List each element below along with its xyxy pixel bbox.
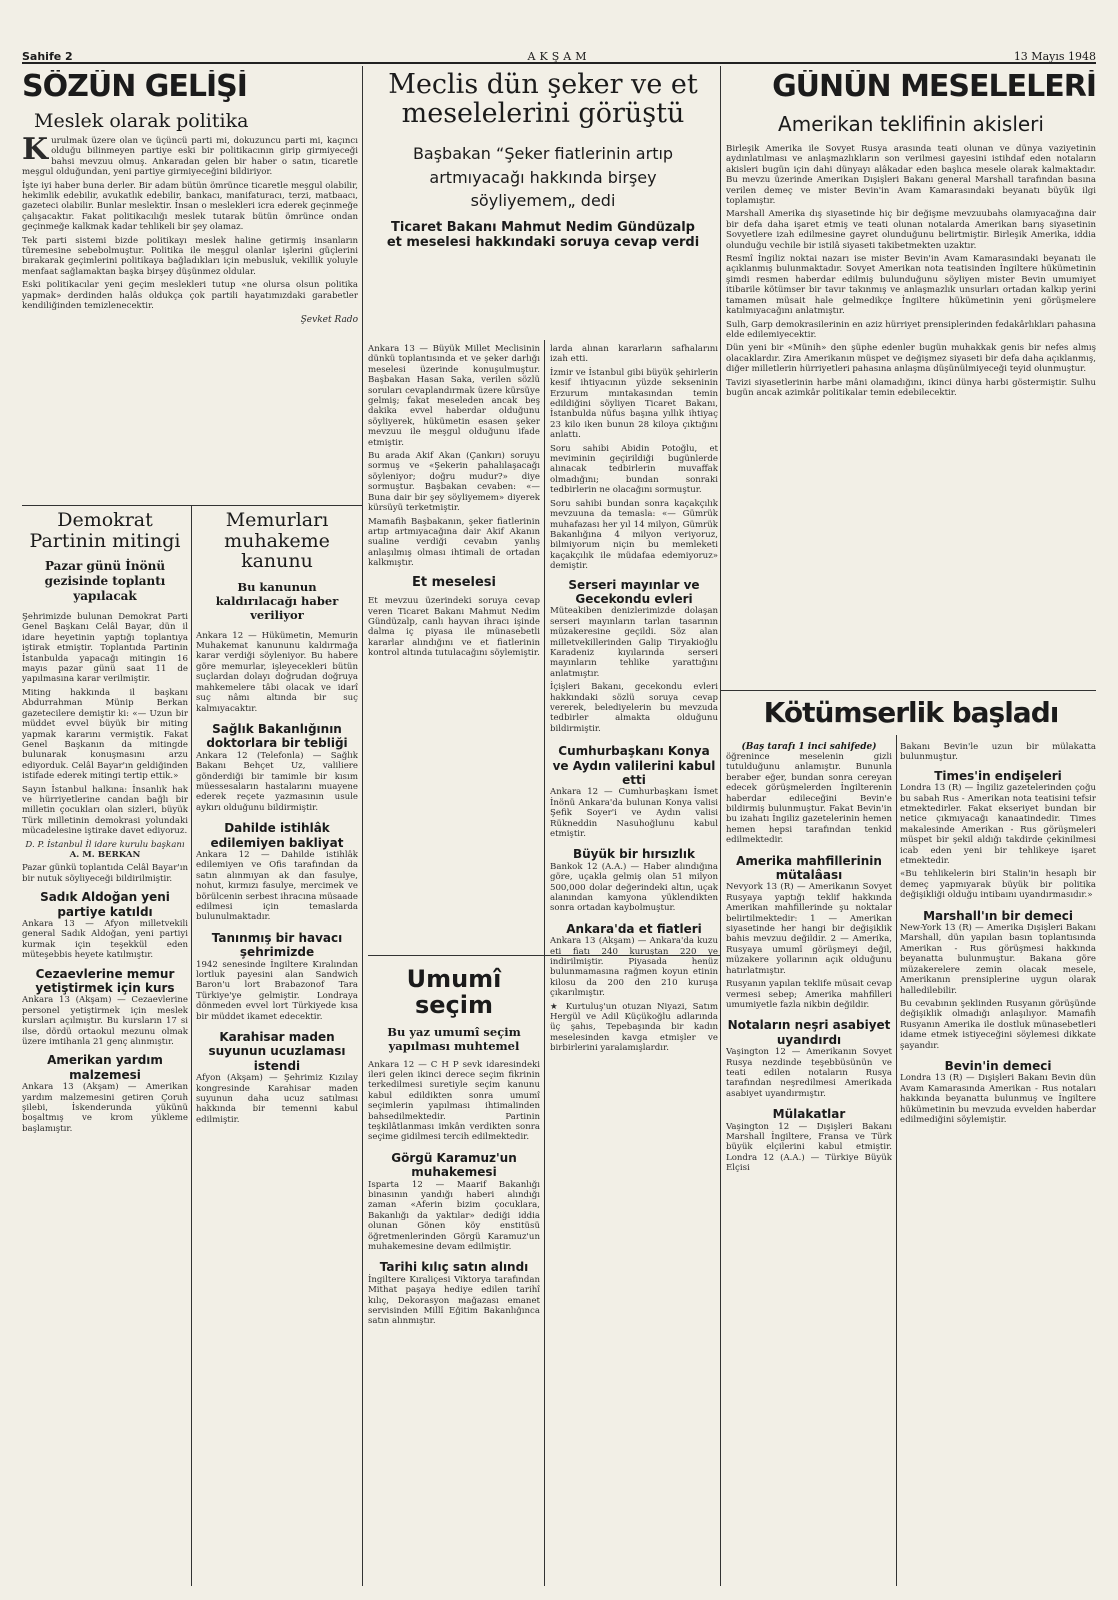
article-subtitle: Bu kanunun kaldırılacağı haber veriliyor <box>215 579 339 623</box>
headline-sub2: Ticaret Bakanı Mahmut Nedim Gündüzalp et meselesi hakkındaki soruya cevap verdi <box>386 219 700 251</box>
article-title: Marshall'ın bir demeci <box>923 908 1073 923</box>
article-title: Görgü Karamuz'un muhakemesi <box>391 1150 517 1180</box>
column-rule <box>896 735 897 1586</box>
article-title: Amerika mahfillerinin mütalâası <box>736 853 882 883</box>
continuation-note: (Baş tarafı 1 inci sahifede) <box>741 742 877 752</box>
section-rule <box>720 690 1096 691</box>
column-rule <box>720 66 721 1586</box>
article-title: Tarihi kılıç satın alındı <box>379 1260 529 1275</box>
article-title: Sağlık Bakanlığının doktorlara bir tebliği <box>206 721 348 751</box>
drop-cap: K <box>22 132 49 167</box>
meclis-headline-block <box>368 70 718 340</box>
column-meclis-cont: larda alınan kararların safhalarını izah etti. İzmir ve İstanbul gibi büyük şehirlerin kesif ihtiyacının yüzde sekseninin Erzurum mıntakasından temin edildiğini söyliyen Ticaret Bakanı, İstanbulda nüfus başına yıllık ihtiyaç 23 kilo iken bunun 28 kiloya çıktığını anlattı. Soru sahibi Abidin Potoğlu, et meviminin geçirildiği bugünlerde alınacak tedbirlerin muvaffak olmadığını; bundan sonraki tedbirlerin ne olacağını sormuştur. Soru sahibi bundan sonra kaçakçılık mevzuuna da temasla: «— Gümrük muhafazası her yıl 14 milyon, Gümrük Bakanlığına 4 milyon veriyoruz, bilmiyorum niçin bu memleketi kaçakçılık ile müdafaa edemiyoruz» demiştir. Serseri mayınlar ve Gecekondu evleri Müteakiben denizlerimizde dolaşan serseri mayınların tarlan tasarının müzakeresine geçildi. Söz alan milletvekillerinden Galip Tiryakioğlu Karadeniz kıyılarında serseri mayınların tehlike yarattığını anlatmıştır. İçişleri Bakanı, gecekondu evleri hakkındaki sözlü soruya cevap vererek, belediyelerin bu mevzuda tedbirler almakta olduğunu bildirmiştir. Cumhurbaşkanı Konya ve Aydın valilerini kabul etti Ankara 12 — Cumhurbaşkanı İsmet İnönü Ankara'da bulunan Konya valisi Şefik Soyer'i ve Aydın valisi Rükneddin Nasuhoğlunu kabul etmiştir. Büyük bir hırsızlık Bankok 12 (A.A.) — Haber alındığına göre, uçakla gelmiş olan 51 milyon 500,000 dolar değerindeki altın, uçak alanından kamyona yüklendikten sonra ortadan kaybolmuştur. Ankara'da et fiatleri Ankara 13 (Akşam) — Ankara'da kuzu eti fiatı 240 kuruştan 220 ye indirilmiştir. Piyasada henüz bulunmamasına rağmen koyun etinin kilosu da 200 den 210 kuruşa çıkarılmıştır. ★ Kurtuluş'un otuzan Niyazi, Satım Hergül ve Adil Küçükoğlu adlarında üç şahıs, Tepebaşında bir kadın meselesinden kavga etmişler ve birbirlerini yaralamışlardır. <box>550 344 718 1054</box>
article-title: Umumî seçim <box>406 965 502 1020</box>
column-memurlar: Memurları muhakeme kanunu Bu kanunun kaldırılacağı haber veriliyor Ankara 12 — Hükümetin, Memurin Muhakemat kanununu kaldırmağa karar verdiği söyleniyor. Bu habere göre memurlar, işleyecekleri bütün suçlardan dolayı doğrudan doğruya mahkemelere tâbi olacak ve idarî suç nâmı altında bir suç kalmıyacaktır. Sağlık Bakanlığının doktorlara bir tebliği Ankara 12 (Telefonla) — Sağlık Bakanı Behçet Uz, valiliere gönderdiği bir tamimle bir kısım müessesaların hastalarını muayene ederek reçete yazmasının usule aykırı olduğunu bildirmiştir. Dahilde istihlâk edilemiyen bakliyat Ankara 12 — Dahilde istihlâk edilemiyen ve Ofis tarafından da satın alınmıyan ak dan fasulye, nohut, kırmızı fasulye, mercimek ve börülcenin serbest ihracına müsaade edilmesi için temaslarda bulunulmaktadır. Tanınmış bir havacı şehrimizde 1942 senesinde İngiltere Kıralından lortluk payesini alan Sandwich Baron'u lort Brabazonof Tara Türkiye'ye gelmiştir. Londraya dönmeden evvel lort Türkiyede kısa bir müddet ikamet edecektir. Karahisar maden suyunun ucuzlaması istendi Afyon (Akşam) — Şehrimiz Kızılay kongresinde Karahisar maden suyunun daha ucuz satılması hakkında bir temenni kabul edilmiştir. <box>196 510 358 1125</box>
column-meclis: Ankara 13 — Büyük Millet Meclisinin dünkü toplantısında et ve şeker darlığı meselesi üzerinde konuşulmuştur. Başbakan Hasan Saka, verilen sözlü soruları cevaplandırmak üzere kürsüye gelmiş; fakat meseleden ancak beş dakika evvel haberdar olduğunu söyliyerek, hükümetin esasen şeker mevzuu ile meşgul olduğunu ifade etmiştir. Bu arada Akif Akan (Çankırı) soruyu sormuş ve «Şekerin pahalılaşacağı söyleniyor; doğru mudur?» diye sormuştur. Başbakan cevaben: «— Buna dair bir şey söyliyemem» diyerek kürsüyü terketmiştir. Mamafih Başbakanın, şeker fiatlerinin artıp artmıyacağına dair Akif Akanın sualine verdiği cevabın yanlış anlaşılmış olması ihtimali de ortadan kalkmıştır. Et meselesi Et mevzuu üzerindeki soruya cevap veren Ticaret Bakanı Mahmut Nedim Gündüzalp, canlı hayvan ihracı işinde dalma iç piyasa ile münasebetli kararlar alındığını ve et fiatlerinin kontrol altında tutulacağını söylemiştir. <box>368 344 540 659</box>
column-gunun-meseleleri: GÜNÜN MESELELERİ Amerikan teklifinin akisleri Birleşik Amerika ile Sovyet Rusya arasında teati olunan ve dünya vaziyetinin aydınlatılması ve anlaşmazlıkların son verilmesi gayesini istihdaf eden notaların akisleri bugün için dahi dünyayı alâkadar eden başlıca mesele olarak kalmaktadır. Bu mevzu üzerinde Amerikan Dışişleri Bakanı general Marshall tarafından basına verilen demeç ve mister Bevin'in Avam Kamarasındaki beyanatı büyük ilgi toplamıştır. Marshall Amerika dış siyasetinde hiç bir değişme mevzuubahs olamıyacağına dair bir defa daha işaret etmiş ve teati olunan notalarda Amerikan barış siyasetinin Sovyetlere izah edilmesine gayret olunduğunu belirtmiştir. Birleşik Amerika, iddia olunduğu vechile bir istilâ siyaseti takibetmekten uzaktır. Resmî İngiliz noktai nazarı ise mister Bevin'in Avam Kamarasındaki beyanatı ile açıklanmış bulunmaktadır. Sovyet Amerikan nota teatisinden İngiltere hükümetinin şimdi resmen haberdar edilmiş bulunduğunu söyliyen mister Bevin umumiyet itibarile kötümser bir tavır takınmış ve anlaşmazlık unsurları ortadan kalkıp yerini tamamen müsait hale gelmedikçe İngiltere hükümetinin yeni görüşmelere katılmıyacağını anlatmıştır. Sulh, Garp demokrasilerinin en aziz hürriyet prensiplerinden fedakârlıkları pahasına elde edilemiyecektir. Dün yeni bir «Münih» den şüphe edenler bugün muhakkak genis bir nefes almış olacaklardır. Zira Amerikanın müspet ve değişmez siyaseti bir defa daha açıklanmış, diğer milletlerin hürriyetleri pahasına anlaşma düşünülmiyeceği teyid olunmuştur. Tavizi siyasetlerinin harbe mâni olamadığını, ikinci dünya harbi göstermiştir. Sulhu bugün ancak azimkâr politikalar temin edebilecektir. <box>726 70 1096 398</box>
article-title: Amerikan yardım malzemesi <box>47 1053 163 1082</box>
column-rule <box>362 66 363 1586</box>
article-title: Notaların neşri asabiyet uyandırdı <box>727 1018 891 1047</box>
article-title: Amerikan teklifinin akisleri <box>778 112 1044 136</box>
article-title: Et meselesi <box>411 574 496 590</box>
article-subtitle: Pazar günü İnönü gezisinde toplantı yapılacak <box>44 559 166 604</box>
article-title: Mülakatlar <box>772 1107 846 1122</box>
column-secim: Umumî seçim Bu yaz umumî seçim yapılması muhtemel Ankara 12 — C H P sevk idaresindeki ileri gelen ikinci derece seçim fikrinin terkedilmesi suretiyle seçim kanunu kabul edildikten sonra umumî seçimlerin yapılması ihtimalinden bahsedilmektedir. Partinin teşkilâtlanması imkân verdikten sonra seçime gidilmesi tercih edilmektedir. Görgü Karamuz'un muhakemesi Isparta 12 — Maarif Bakanlığı binasının yandığı haberi alındığı zaman «Aferin bizim çocuklara, Bakanlığı da yaktılar» dediği iddia olunan Gönen köy enstitüsü öğretmenlerinden Görgü Karamuz'un muhakemesine devam edilmiştir. Tarihi kılıç satın alındı İngiltere Kıraliçesi Viktorya tarafından Mithat paşaya hediye edilen tarihî kılıç, Dekorasyon mağazası emanet servisinden Millî Eğitim Bakanlığınca satın alınmıştır. <box>368 965 540 1327</box>
column-kotumserlik: (Baş tarafı 1 inci sahifede) öğrenince meselenin gizli tutulduğunu anlamıştır. Bununla beraber eğer, bundan sonra cereyan edecek görüşmelerden İngilterenin haberdar edileceğini Bevin'e bildirmiş bulunmuştur. Fakat Bevin'in bu izahatı İngiliz gazetelerinin hemen hemen hepsi tarafından tenkid edilmektedir. Amerika mahfillerinin mütalâası Nevyork 13 (R) — Amerikanın Sovyet Rusyaya yaptığı teklif hakkında Amerikan mahfillerinde şu noktalar belirtilmektedir: 1 — Amerikan siyasetinde her hangi bir değişiklik bahis mevzuu değildir. 2 — Amerika, Rusyaya umumî görüşmeyi değil, müzakere yollarının açık olduğunu hatırlatmıştır. Rusyanın yapılan teklife müsait cevap vermesi sebep; Amerika mahfilleri umumiyetle fazla nikbin değildir. Notaların neşri asabiyet uyandırdı Vaşington 12 — Amerikanın Sovyet Rusya nezdinde teşebbüsünün ve teati edilen notaların Rusya tarafından neşredilmesi Amerikada asabiyet uyandırmıştır. Mülakatlar Vaşington 12 — Dışişleri Bakanı Marshall İngiltere, Fransa ve Türk büyük elçilerini kabul etmiştir. Londra 12 (A.A.) — Türkiye Büyük Elçisi <box>726 742 892 1174</box>
column-rule <box>544 340 545 1586</box>
article-title: Tanınmış bir havacı şehrimizde <box>211 930 343 960</box>
article-title: Kötümserlik başladı <box>763 696 1059 729</box>
article-title: Serseri mayınlar ve Gecekondu evleri <box>568 577 700 606</box>
article-title: Cezaevlerine memur yetiştirmek için kurs <box>35 966 175 995</box>
article-body: Şehrimizde bulunan Demokrat Parti Genel Başkanı Celâl Bayar, dün il idare heyetinin yaptığı toplantıya iştirak etmiştir. Toplantıda Partinin İstanbulda yapacağı mitingin 16 mayıs pazar günü saat 11 de yapılmasına karar verilmiştir. Miting hakkında il başkanı Abdurrahman Münip Berkan gazetecilere demiştir ki: «— Uzun bir müddet evvel büyük bir miting yapmak kararını vermiştik. Fakat Genel Başkanın da mitingde bulunarak konuşmasını arzu ediyorduk. Celâl Bayar'ın geldiğinden istifade ederek mitingi tertip ettik.» Sayın İstanbul halkına: İnsanlık hak ve hürriyetlerine candan bağlı bir milletin çocukları olan sizleri, büyük Türk milletinin demokrasi yolundaki mücadelesine iştirake davet ediyoruz. D. P. İstanbul İl idare kurulu başkanı A. M. BERKAN Pazar günkü toplantıda Celâl Bayar'ın bir nutuk söyliyeceği bildirilmiştir. <box>22 612 188 884</box>
article-title: Cumhurbaşkanı Konya ve Aydın valilerini kabul etti <box>552 744 716 787</box>
article-title: Bevin'in demeci <box>944 1058 1052 1073</box>
kotumserlik-headline <box>726 696 1096 736</box>
column-sozun-gelisi <box>22 70 358 502</box>
article-body: K urulmak üzere olan ve üçüncü parti mi, dokuzuncu parti mi, kaçıncı olduğu bilinmeyen partiye eski bir politikacının girip girmiyeceği bahsi mevzuu olmuş. Ankaradan gelen bir haber o satın, ticaretle meşgul olduğundan, yeni partiye girmiyeceğini bildiriyor. İşte iyi haber buna derler. Bir adam bütün ömrünce ticaretle meşgul olabilir, hekimlik edebilir, avukatlık edebilir, bankacı, manifaturacı, terzi, matbaacı, gazeteci olabilir. Bunlar meslektir. İnsan o meslekleri icra ederek geçinmeğe çalışacaktır. Fakat politikacılığı meslek tutarak bütün ömrünce ondan geçinmeğe kalkmak kadar tehlikeli bir şey olamaz. Tek parti sistemi bizde politikayı meslek haline getirmiş insanların türemesine sebebolmuştur. Politika ile meşgul olanlar işlerini güçlerini bırakarak geçimlerini politikaya bağladıkları için mebusluk, vekillik yoluyle menfaat sağlamaktan başka birşey düşünmez oldular. Eski politikacılar yeni geçim meslekleri tutup «ne olursa olsun politika yapmak» derdinden halâs oldukça çok partili hayatımızdaki garabetler kendiliğinden temizlenecektir. Şevket Rado <box>22 132 358 325</box>
column-demokrat: Demokrat Partinin mitingi Pazar günü İnönü gezisinde toplantı yapılacak Şehrimizde bulunan Demokrat Parti Genel Başkanı Celâl Bayar, dün il idare heyetinin yaptığı toplantıya iştirak etmiştir. Toplantıda Partinin İstanbulda yapacağı mitingin 16 mayıs pazar günü saat 11 de yapılmasına karar verilmiştir. Miting hakkında il başkanı Abdurrahman Münip Berkan gazetecilere demiştir ki: «— Uzun bir müddet evvel büyük bir miting yapmak kararını vermiştik. Fakat Genel Başkanın da mitingde bulunarak konuşmasını arzu ediyorduk. Celâl Bayar'ın geldiğinden istifade ederek mitingi tertip ettik.» Sayın İstanbul halkına: İnsanlık hak ve hürriyetlerine candan bağlı bir milletin çocukları olan sizleri, büyük Türk milletinin demokrasi yolundaki mücadelesine iştirake davet ediyoruz. D. P. İstanbul İl idare kurulu başkanı A. M. BERKAN Pazar günkü toplantıda Celâl Bayar'ın bir nutuk söyliyeceği bildirilmiştir. Sadık Aldoğan yeni partiye katıldı Ankara 13 — Afyon milletvekili general Sadık Aldoğan, yeni partiyi kurmak için teşekkül eden müteşebbis heyete katılmıştır. Cezaevlerine memur yetiştirmek için kurs Ankara 13 (Akşam) — Cezaevlerine personel yetiştirmek için meslek kursları açılmıştır. Bu kursların 17 si ilse, dördü ortaokul mezunu olmak üzere imtihanla 21 genç alınmıştır. Amerikan yardım malzemesi Ankara 13 (Akşam) — Amerikan yardım malzemesini getiren Çoruh şilebi, İskenderunda yükünü boşaltmış ve krom yükleme başlamıştır. <box>22 510 188 1134</box>
article-title: Karahisar maden suyunun ucuzlaması istendi <box>208 1029 346 1073</box>
main-headline: Meclis dün şeker ve et meselelerini görüştü <box>388 70 698 130</box>
section-banner: SÖZÜN GELİŞİ <box>22 70 247 104</box>
article-title: Memurları muhakeme kanunu <box>224 510 330 573</box>
author-signature: Şevket Rado <box>300 314 358 325</box>
page-header <box>22 6 1096 64</box>
issue-date: 13 Mayıs 1948 <box>1013 50 1096 63</box>
masthead: AKŞAM <box>527 50 591 63</box>
column-rule <box>191 505 192 1586</box>
article-title: Meslek olarak politika <box>34 110 249 132</box>
article-title: Büyük bir hırsızlık <box>572 847 696 862</box>
article-title: Demokrat Partinin mitingi <box>29 510 181 552</box>
article-subtitle: Bu yaz umumî seçim yapılması muhtemel <box>387 1024 521 1054</box>
section-banner: GÜNÜN MESELELERİ <box>772 70 1096 104</box>
article-title: Times'in endişeleri <box>934 768 1062 783</box>
article-title: Sadık Aldoğan yeni partiye katıldı <box>40 890 170 919</box>
headline-sub1: Başbakan “Şeker fiatlerinin artıp artmıyacağı hakkında birşey söyliyemem„ dedi <box>412 144 674 210</box>
article-title: Ankara'da et fiatleri <box>566 921 702 936</box>
page-number: Sahife 2 <box>22 50 73 63</box>
column-times: Bakanı Bevin'le uzun bir mülakatta bulunmuştur. Times'in endişeleri Londra 13 (R) — İngiliz gazetelerinden çoğu bu sabah Rus - Amerikan nota teatisini tefsir etmektedirler. Fakat ekseriyet bundan bir netice çıkmıyacağı kanaatindedir. Times makalesinde Amerikan - Rus görüşmeleri müspet bir şekil aldığı takdirde çekinilmesi icab eden yeni bir tehlikeye işaret etmektedir. «Bu tehlikelerin biri Stalin'in hesaplı bir demeç yapmıyarak büyük bir politika değişikliği olduğu intibaını uyandırmasıdır.» Marshall'ın bir demeci New-York 13 (R) — Amerika Dışişleri Bakanı Marshall, dün yapılan basın toplantısında Amerikan - Rus görüşmesi hakkında beyanatta bulunmuştur. Bakana göre müzakerelere zemin olacak mesele, Amerikanın prensiplerine uygun olarak halledilebilir. Bu cevabının şeklinden Rusyanın görüşünde değişiklik olmadığı anlaşılıyor. Mamafih Rusyanın Amerika ile dostluk münasebetleri idame etmek istiyeceğini söylemesi dikkate şayandır. Bevin'in demeci Londra 13 (R) — Dışişleri Bakanı Bevin dün Avam Kamarasında Amerikan - Rus notaları hakkında beyanatta bulunmuş ve İngiltere hükümetinin bu mevzuda evvelden haberdar edilmediğini söylemiştir. <box>900 742 1096 1125</box>
section-rule <box>22 505 362 506</box>
article-title: Dahilde istihlâk edilemiyen bakliyat <box>210 821 344 850</box>
